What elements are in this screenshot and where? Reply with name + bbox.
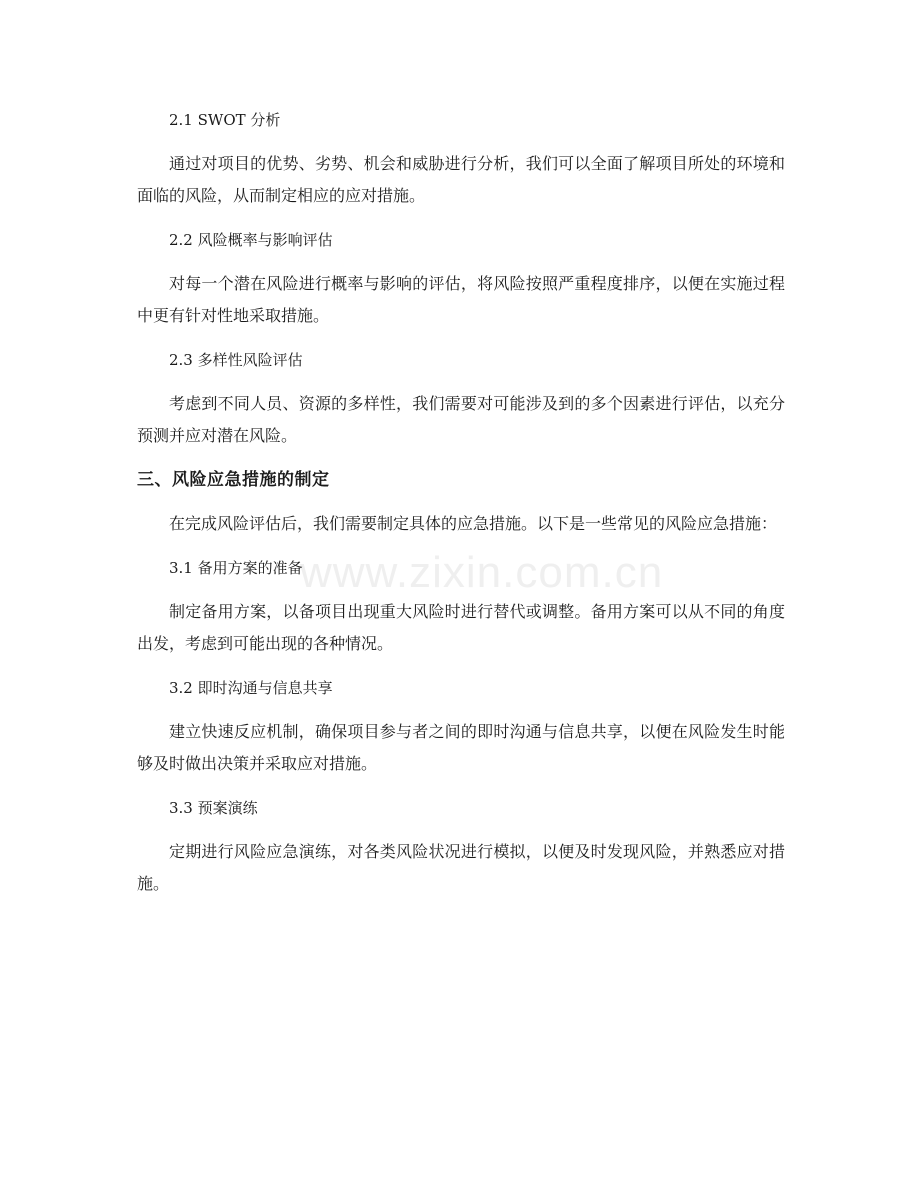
section-heading-3: 三、风险应急措施的制定 [137,470,330,490]
subheading-3-2: 3.2 即时沟通与信息共享 [169,679,333,697]
paragraph-swot: 通过对项目的优势、劣势、机会和威胁进行分析，我们可以全面了解项目所处的环境和面临的风险，从而制定相应的应对措施。 [137,154,785,205]
paragraph-communication: 建立快速反应机制，确保项目参与者之间的即时沟通与信息共享，以便在风险发生时能够及时做出决策并采取应对措施。 [137,722,785,773]
paragraph-drill: 定期进行风险应急演练，对各类风险状况进行模拟，以便及时发现风险，并熟悉应对措施。 [137,842,785,893]
subheading-3-3: 3.3 预案演练 [169,799,258,817]
subheading-2-2: 2.2 风险概率与影响评估 [169,231,333,249]
subheading-3-1: 3.1 备用方案的准备 [169,559,303,577]
paragraph-intro-3: 在完成风险评估后，我们需要制定具体的应急措施。以下是一些常见的风险应急措施： [169,514,778,533]
paragraph-diversity: 考虑到不同人员、资源的多样性，我们需要对可能涉及到的多个因素进行评估，以充分预测并应对潜在风险。 [137,394,785,445]
paragraph-probability: 对每一个潜在风险进行概率与影响的评估，将风险按照严重程度排序，以便在实施过程中更有针对性地采取措施。 [137,274,785,325]
subheading-2-3: 2.3 多样性风险评估 [169,351,303,369]
document-body [137,104,785,900]
paragraph-backup: 制定备用方案，以备项目出现重大风险时进行替代或调整。备用方案可以从不同的角度出发，考虑到可能出现的各种情况。 [137,602,785,653]
watermark: www.zixin.com.cn [300,548,664,597]
subheading-2-1: 2.1 SWOT 分析 [169,111,281,129]
